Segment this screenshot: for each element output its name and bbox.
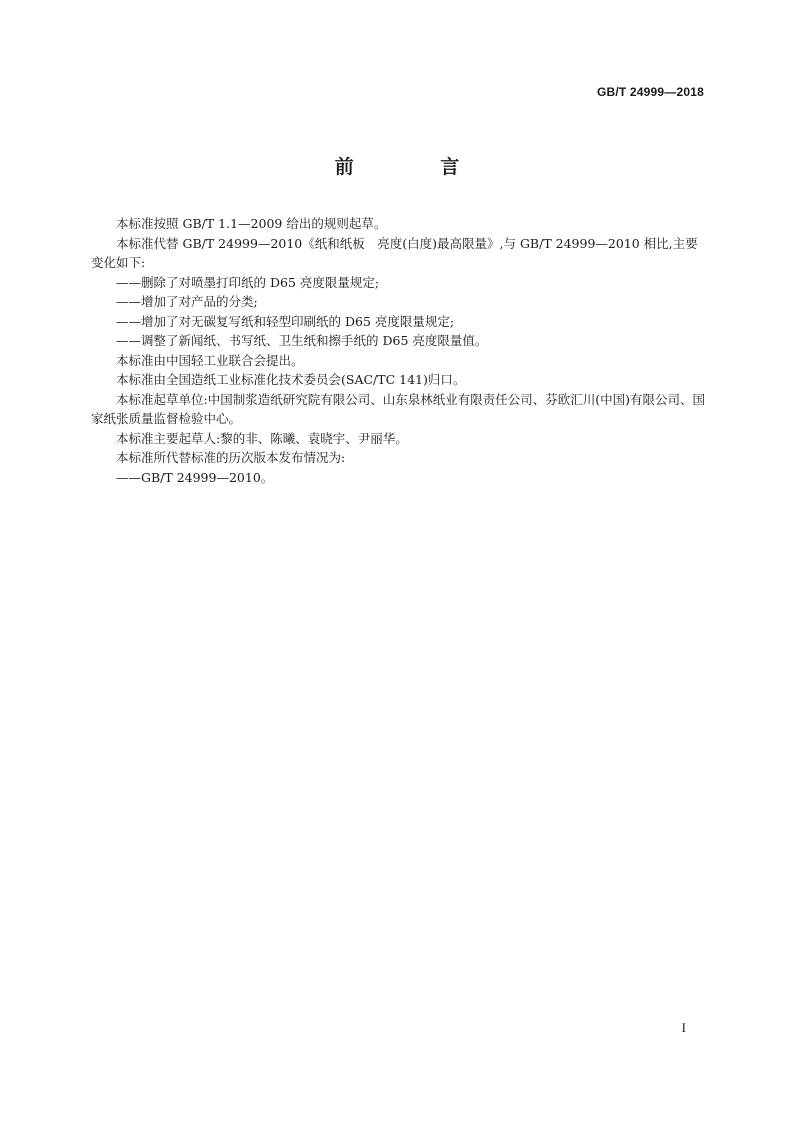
paragraph-drafting-units: 本标准起草单位:中国制浆造纸研究院有限公司、山东泉林纸业有限责任公司、芬欧汇川(中国)有限公司、国家纸张质量监督检验中心。 (91, 391, 705, 426)
change-item-2: ——增加了对产品的分类; (116, 294, 258, 309)
paragraph-committee: 本标准由全国造纸工业标准化技术委员会(SAC/TC 141)归口。 (116, 372, 466, 387)
document-body (91, 214, 705, 487)
standard-code-header: GB/T 24999—2018 (596, 85, 704, 99)
paragraph-replacement: 本标准代替 GB/T 24999—2010《纸和纸板 亮度(白度)最高限量》,与 GB/T 24999—2010 相比,主要变化如下: (91, 235, 698, 270)
change-item-4: ——调整了新闻纸、书写纸、卫生纸和擦手纸的 D65 亮度限量值。 (116, 333, 488, 348)
paragraph-history-intro: 本标准所代替标准的历次版本发布情况为: (116, 450, 346, 465)
paragraph-drafting-rules: 本标准按照 GB/T 1.1—2009 给出的规则起草。 (116, 216, 387, 231)
paragraph-drafters: 本标准主要起草人:黎的非、陈曦、袁晓宇、尹丽华。 (116, 430, 408, 446)
paragraph-proposer: 本标准由中国轻工业联合会提出。 (116, 352, 304, 368)
page-title: 前 言 (334, 156, 500, 178)
page-number: I (681, 1020, 686, 1035)
change-item-1: ——删除了对喷墨打印纸的 D65 亮度限量规定; (116, 274, 380, 290)
history-item-1: ——GB/T 24999—2010。 (116, 469, 274, 485)
change-item-3: ——增加了对无碳复写纸和轻型印刷纸的 D65 亮度限量规定; (116, 313, 455, 329)
